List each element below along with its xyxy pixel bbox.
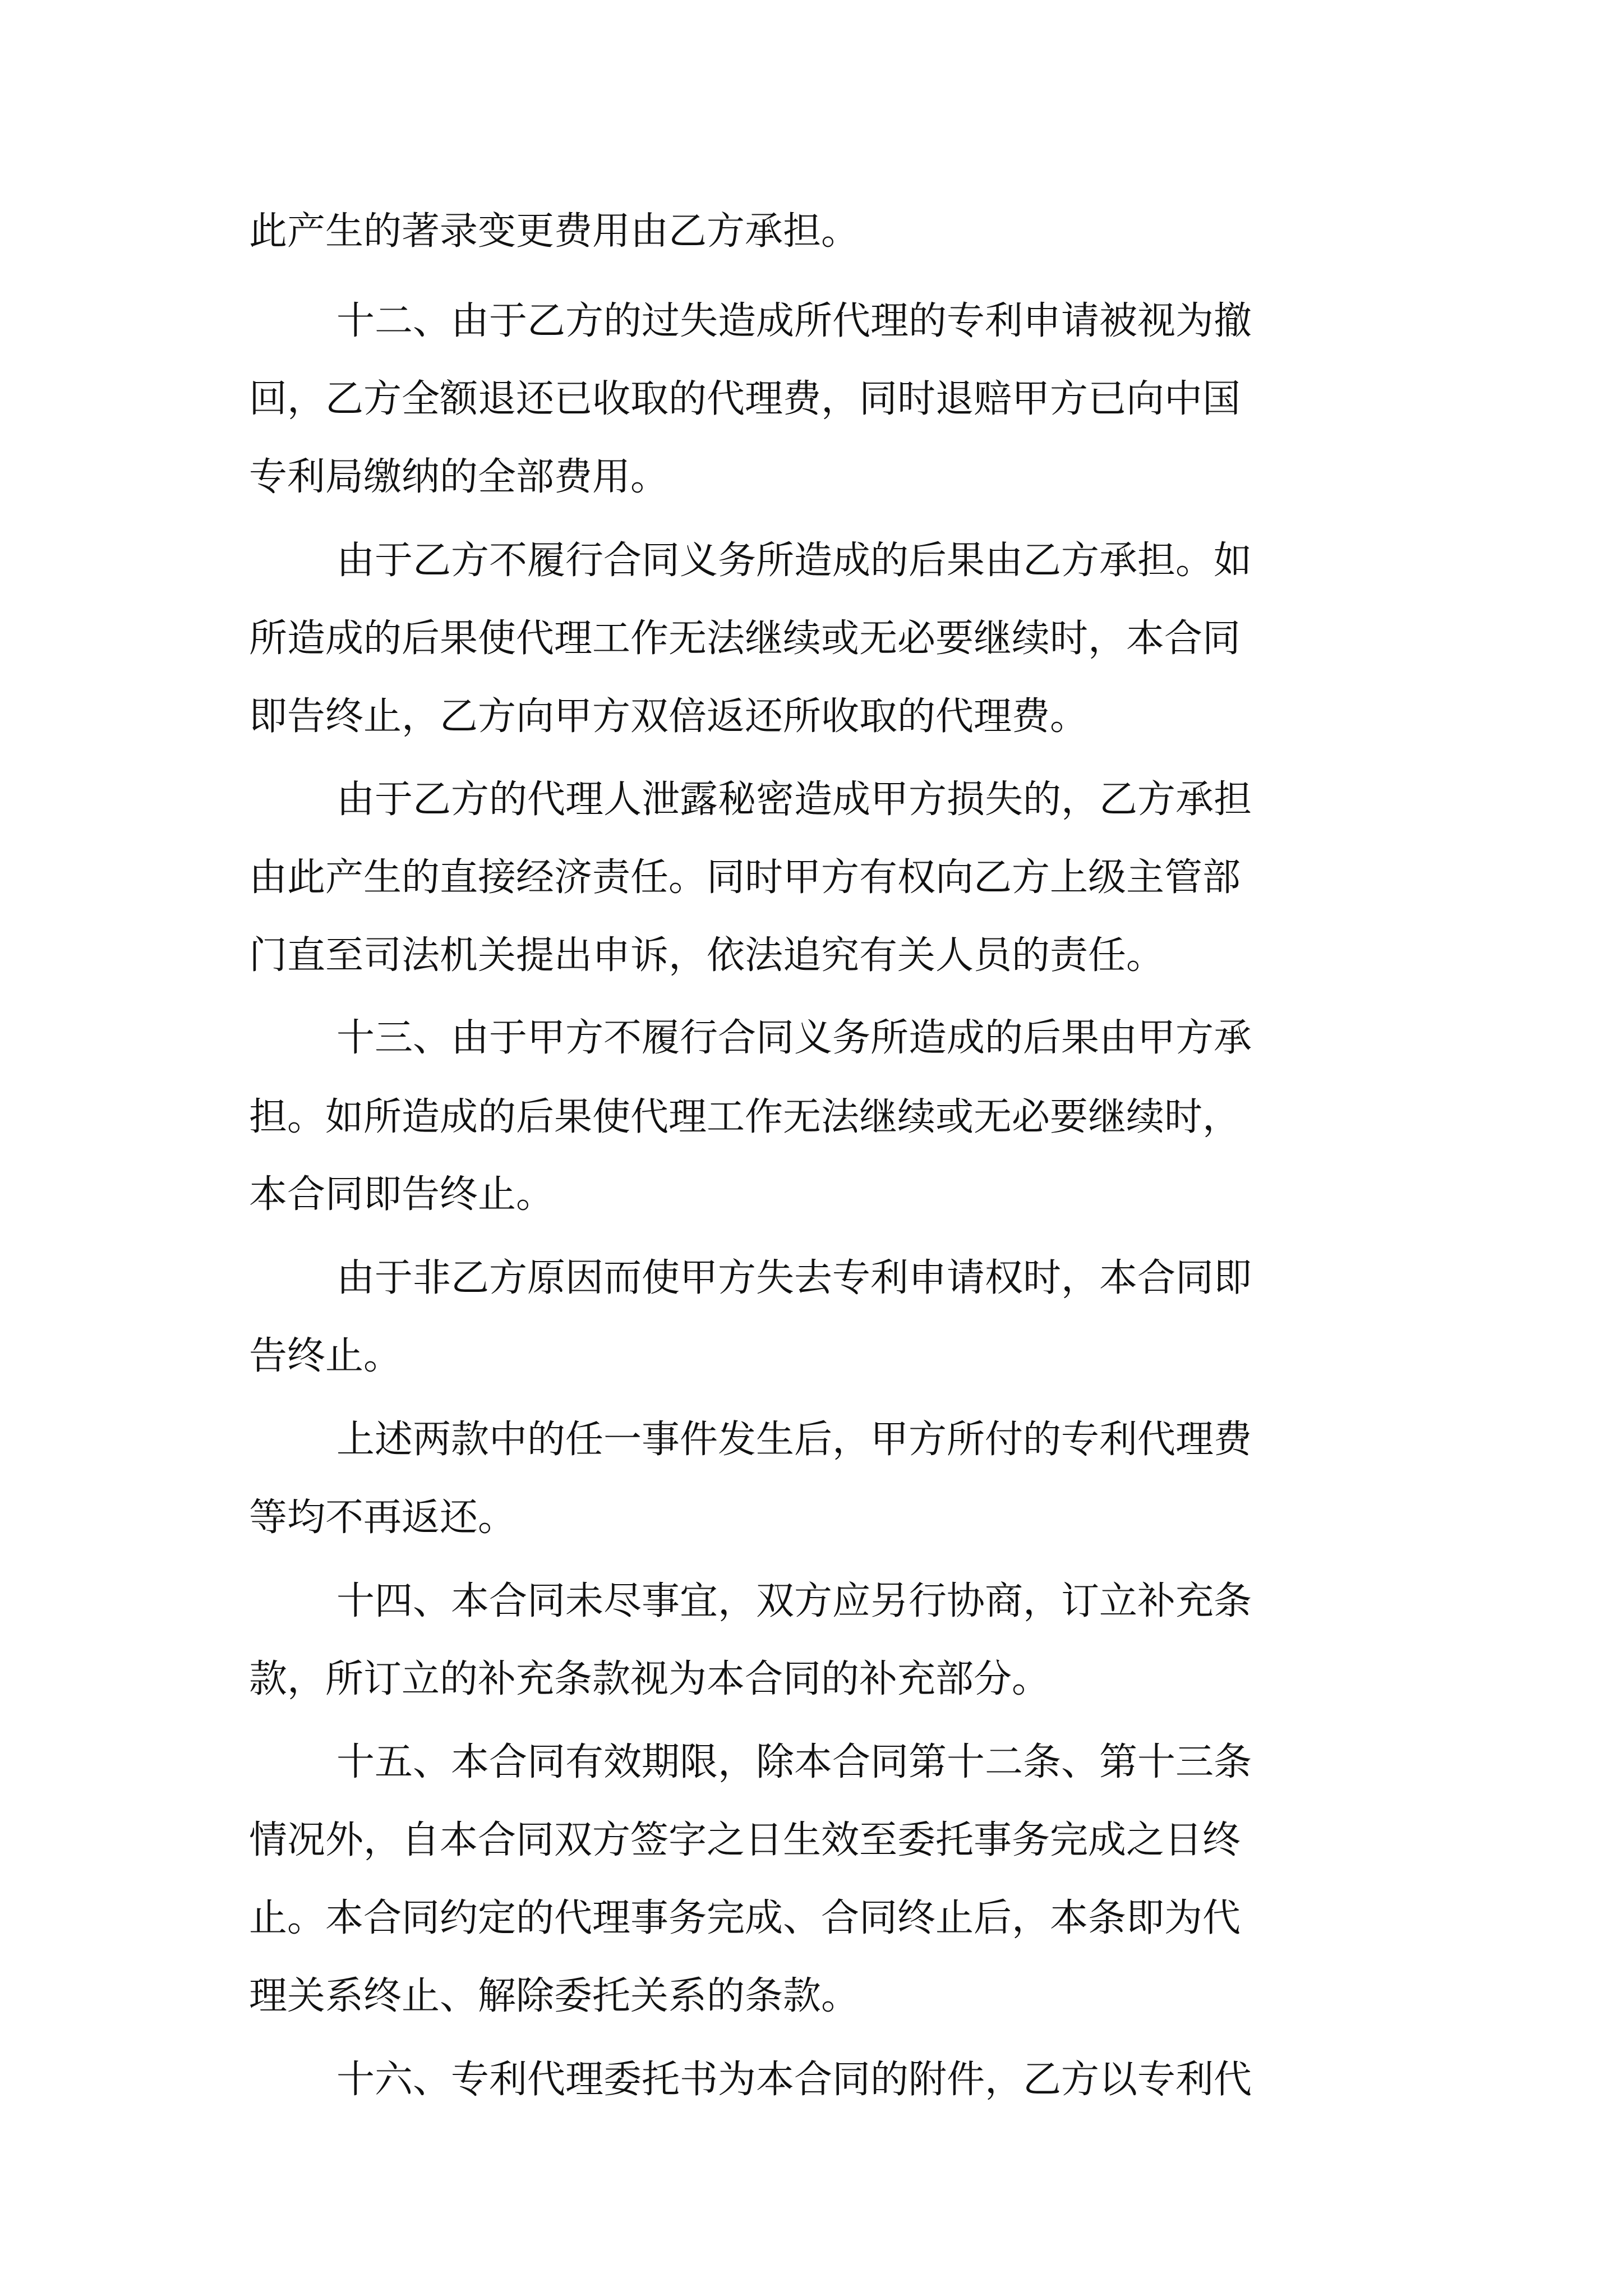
text-line: 由于乙方的代理人泄露秘密造成甲方损失的，乙方承担 (336, 777, 1252, 822)
text-line: 止。本合同约定的代理事务完成、合同终止后，本条即为代 (249, 1896, 1241, 1940)
text-line: 十五、本合同有效期限，除本合同第十二条、第十三条 (336, 1740, 1252, 1784)
text-line: 门直至司法机关提出申诉，依法追究有关人员的责任。 (249, 933, 1165, 978)
text-line: 款，所订立的补充条款视为本合同的补充部分。 (249, 1657, 1050, 1701)
text-line: 十二、由于乙方的过失造成所代理的专利申请被视为撤 (336, 299, 1252, 343)
text-line: 十六、专利代理委托书为本合同的附件，乙方以专利代 (336, 2058, 1252, 2102)
text-line: 此产生的著录变更费用由乙方承担。 (249, 209, 860, 254)
text-line: 即告终止，乙方向甲方双倍返还所收取的代理费。 (249, 694, 1089, 739)
text-line: 本合同即告终止。 (249, 1172, 555, 1217)
text-line: 情况外，自本合同双方签字之日生效至委托事务完成之日终 (249, 1818, 1241, 1862)
text-line: 理关系终止、解除委托关系的条款。 (249, 1974, 860, 2018)
text-line: 由此产生的直接经济责任。同时甲方有权向乙方上级主管部 (249, 855, 1241, 900)
text-line: 所造成的后果使代理工作无法继续或无必要继续时，本合同 (249, 616, 1241, 661)
text-line: 专利局缴纳的全部费用。 (249, 455, 669, 499)
text-line: 由于非乙方原因而使甲方失去专利申请权时，本合同即 (336, 1256, 1252, 1300)
text-line: 等均不再返还。 (249, 1496, 517, 1540)
text-line: 由于乙方不履行合同义务所造成的后果由乙方承担。如 (336, 539, 1252, 583)
text-line: 十三、由于甲方不履行合同义务所造成的后果由甲方承 (336, 1016, 1252, 1060)
text-line: 担。如所造成的后果使代理工作无法继续或无必要继续时， (249, 1095, 1241, 1139)
text-line: 十四、本合同未尽事宜，双方应另行协商，订立补充条 (336, 1579, 1252, 1623)
text-line: 回，乙方全额退还已收取的代理费，同时退赔甲方已向中国 (249, 377, 1241, 421)
text-line: 告终止。 (249, 1334, 402, 1378)
text-line: 上述两款中的任一事件发生后，甲方所付的专利代理费 (336, 1418, 1252, 1462)
